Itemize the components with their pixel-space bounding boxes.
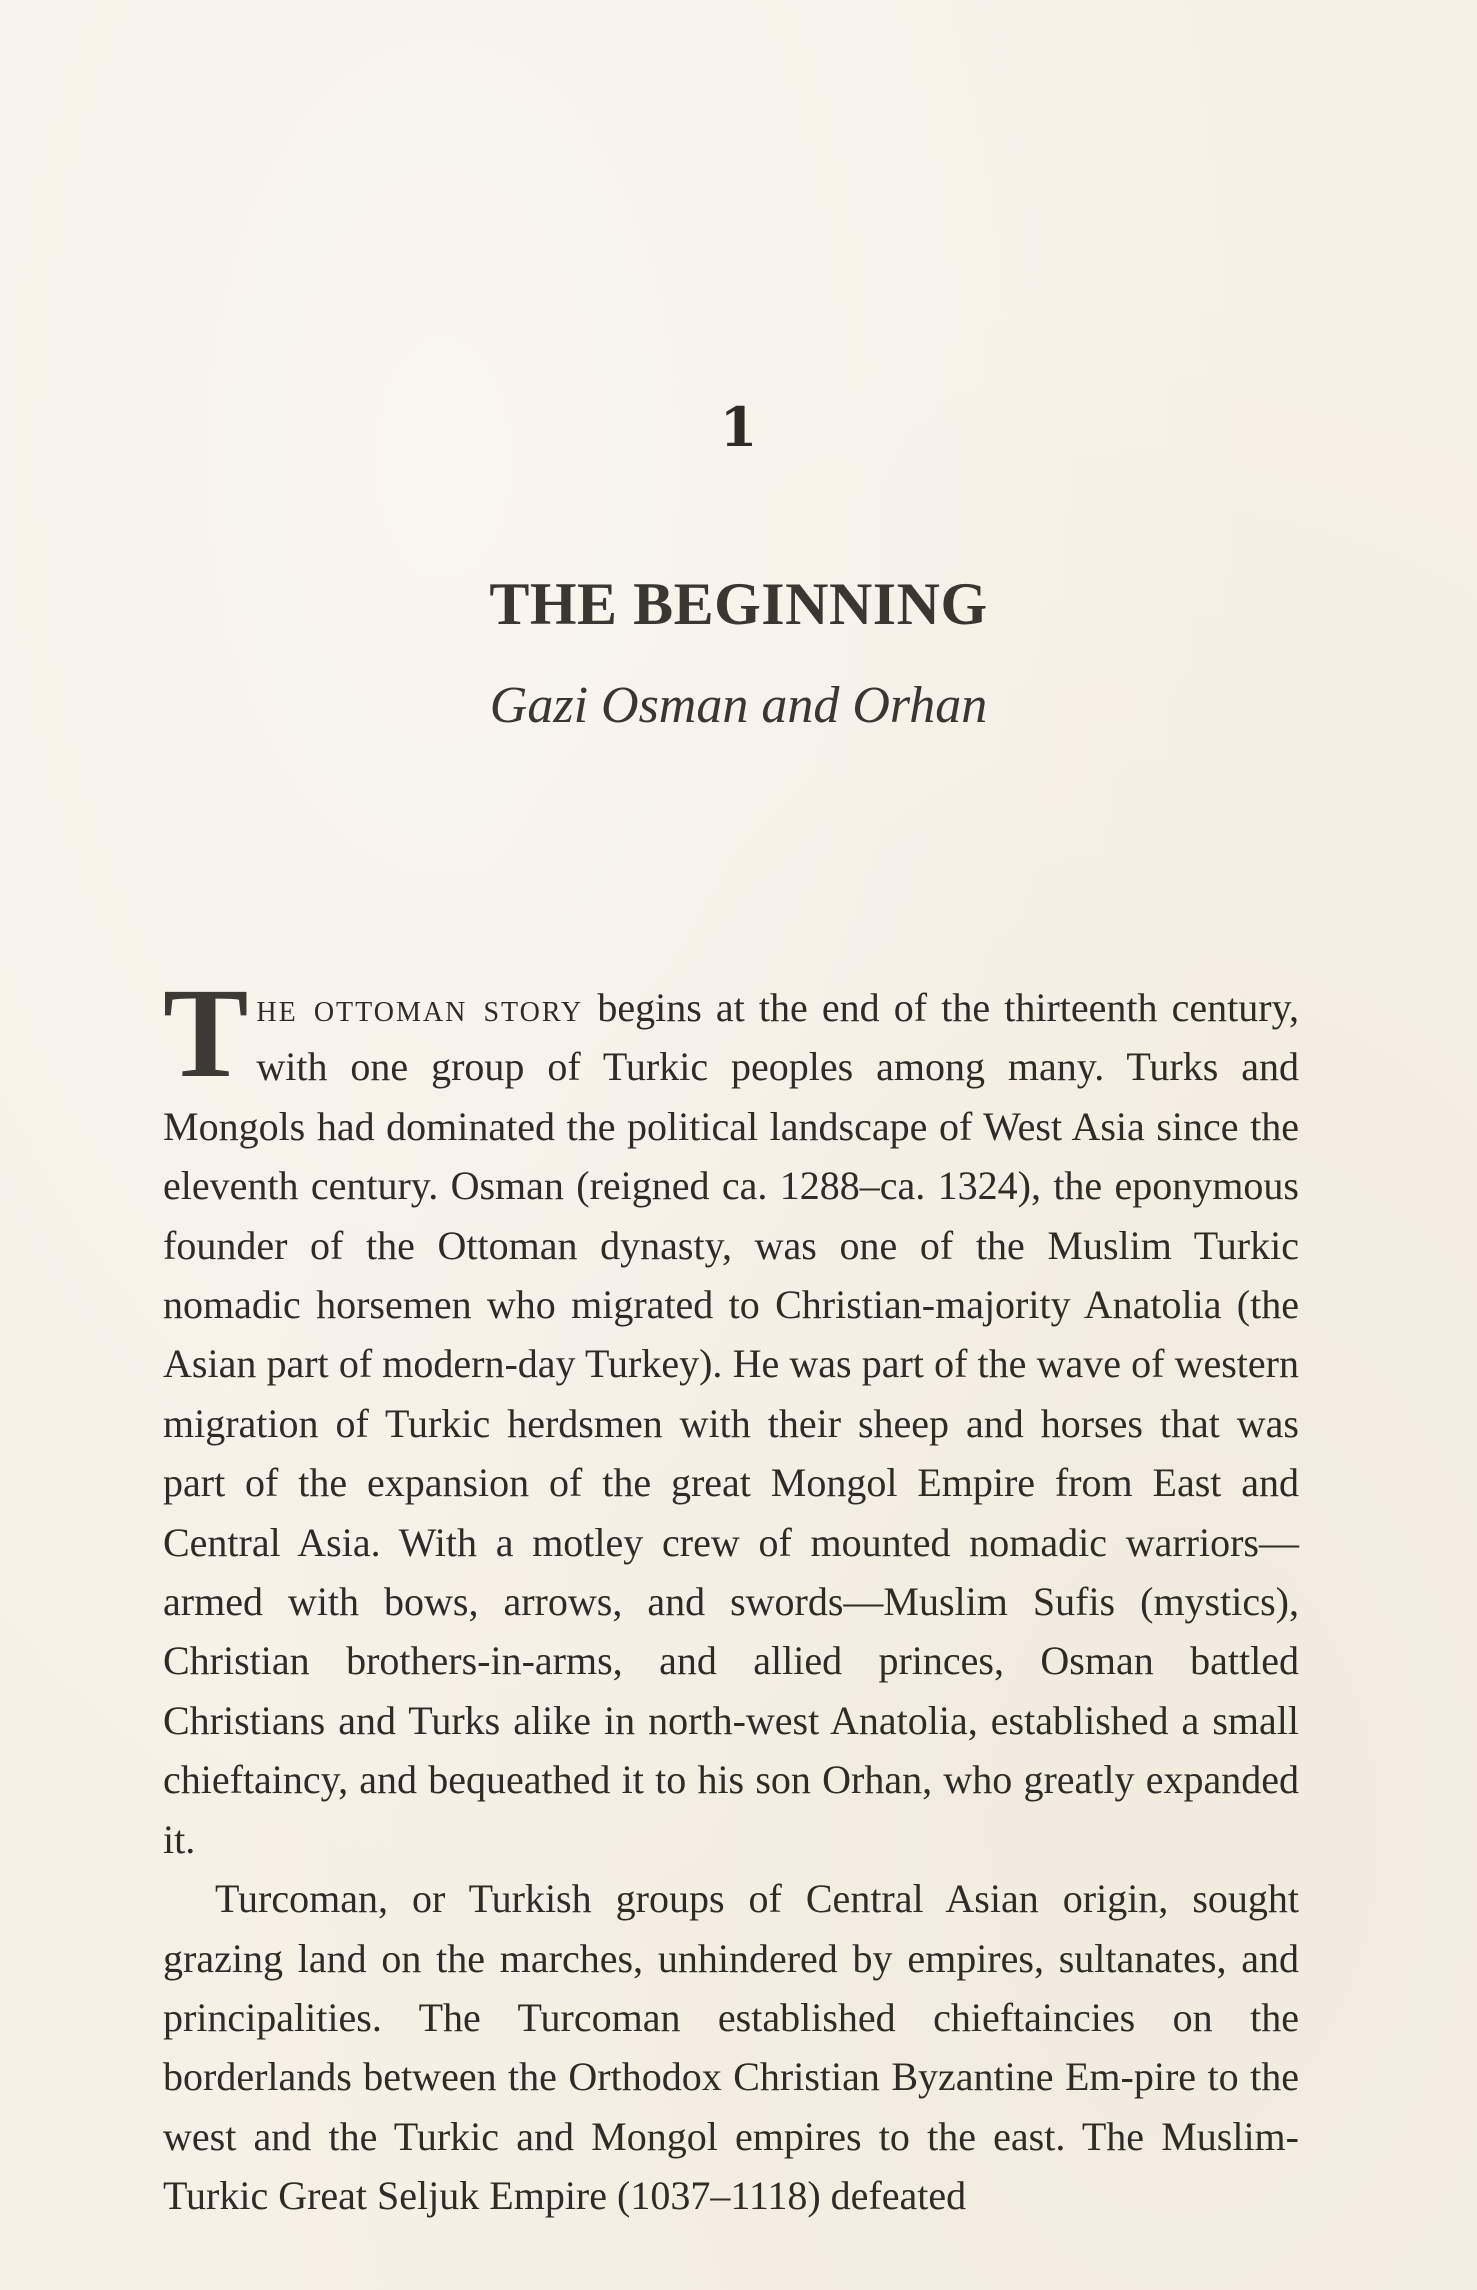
chapter-subtitle: Gazi Osman and Orhan	[489, 677, 988, 734]
chapter-number: 1	[719, 395, 758, 459]
chapter-title: THE BEGINNING	[489, 571, 988, 637]
paragraph-1-text: begins at the end of the thirteenth century, with one group of Turkic peoples among many. Turks and Mongols had dominated the political landscape of West Asia since the eleventh century. Osman (reigned ca. 1288–ca. 1324), the eponymous founder of the Ottoman dynasty, was one of the Muslim Turkic nomadic horsemen who migrated to Christian-majority Anatolia (the Asian part of modern-day Turkey). He was part of the wave of western migration of Turkic herdsmen with their sheep and horses that was part of the expansion of the great Mongol Empire from East and Central Asia. With a motley crew of mounted nomadic warriors—armed with bows, arrows, and swords—Muslim Sufis (mystics), Christian brothers-in-arms, and allied princes, Osman battled Christians and Turks alike in north-west Anatolia, established a small chieftaincy, and bequeathed it to his son Orhan, who greatly expanded it.	[163, 985, 1300, 1862]
paragraph-2: Turcoman, or Turkish groups of Central Asian origin, sought grazing land on the marches, unhindered by empires, sultanates, and principalities. The Turcoman established chieftaincies on the borderlands between the Orthodox Christian Byzantine Em-pire to the west and the Turkic and Mongol empires to the east. The Muslim-Turkic Great Seljuk Empire (1037–1118) defeated	[163, 1876, 1299, 2219]
lead-in-small-caps: he ottoman story	[256, 985, 584, 1030]
paragraph-1	[163, 962, 1300, 1869]
drop-cap: T	[163, 962, 249, 1104]
body-text	[163, 962, 1300, 2226]
